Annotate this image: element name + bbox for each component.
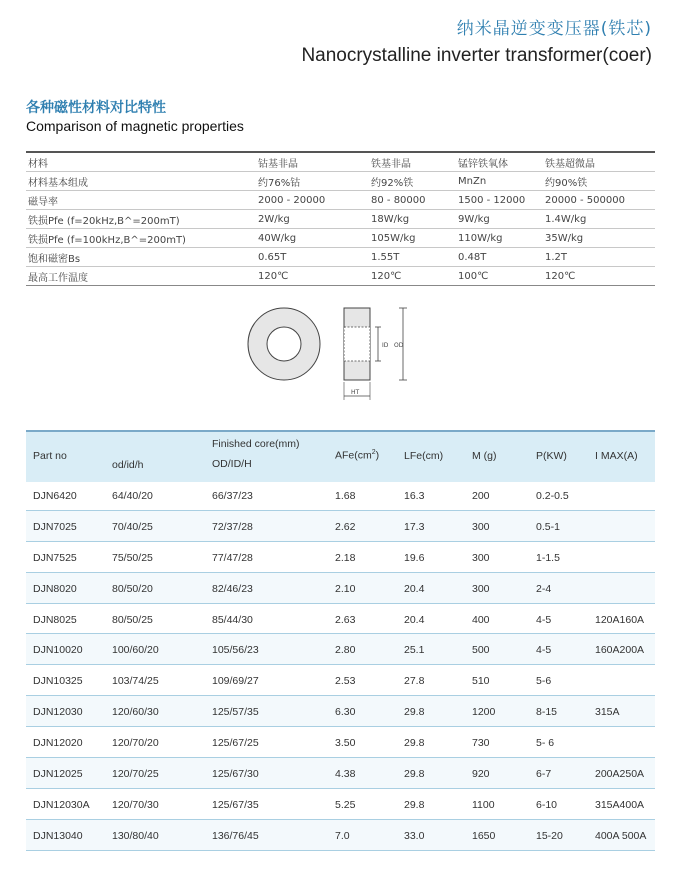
- imax-cell: 120A160A: [595, 613, 645, 626]
- mass-cell: 510: [472, 675, 490, 688]
- part-no-cell: DJN13040: [33, 829, 83, 842]
- table-row: [26, 820, 655, 851]
- properties-row: [26, 248, 655, 267]
- lfe-cell: 20.4: [404, 613, 425, 626]
- property-value-cell: 1.55T: [369, 248, 456, 267]
- power-cell: 0.5-1: [536, 520, 560, 533]
- id-label: ID: [382, 342, 389, 349]
- power-cell: 15-20: [536, 829, 563, 842]
- finished-core-cell: 85/44/30: [212, 613, 253, 626]
- header-finished-core: Finished core(mm): [212, 438, 300, 450]
- lfe-cell: 16.3: [404, 490, 425, 502]
- property-value-cell: 40W/kg: [256, 229, 369, 248]
- od-label: OD: [394, 342, 404, 349]
- finished-core-cell: 77/47/28: [212, 551, 253, 564]
- page-title-en: Nanocrystalline inverter transformer(coer): [301, 45, 652, 66]
- finished-core-cell: 82/46/23: [212, 582, 253, 595]
- afe-cell: 1.68: [335, 490, 356, 502]
- lfe-cell: 33.0: [404, 829, 425, 842]
- power-cell: 0.2-0.5: [536, 490, 569, 502]
- mass-cell: 1200: [472, 706, 496, 719]
- properties-row: [26, 152, 655, 172]
- property-value-cell: 80 - 80000: [369, 191, 456, 210]
- od-id-h-cell: 120/70/20: [112, 737, 159, 750]
- power-cell: 5- 6: [536, 737, 555, 750]
- od-id-h-cell: 80/50/25: [112, 613, 153, 626]
- property-value-cell: 105W/kg: [369, 229, 456, 248]
- part-no-cell: DJN7525: [33, 551, 77, 564]
- header-afe: $AFe(cm^2)$: [335, 449, 380, 462]
- property-value-cell: 铁基超微晶: [543, 152, 655, 172]
- property-value-cell: 120℃: [369, 267, 456, 286]
- property-name-cell: 材料基本组成: [26, 172, 256, 191]
- od-id-h-cell: 64/40/20: [112, 490, 153, 502]
- specs-table-body: [26, 480, 655, 851]
- table-row: [26, 542, 655, 573]
- table-row: [26, 480, 655, 511]
- table-row: [26, 758, 655, 789]
- afe-cell: 4.38: [335, 768, 356, 781]
- afe-cell: 2.62: [335, 520, 356, 533]
- finished-core-cell: 72/37/28: [212, 520, 253, 533]
- imax-cell: 400A 500A: [595, 829, 647, 842]
- table-row: [26, 789, 655, 820]
- property-name-cell: 铁损Pfe (f=20kHz,B^=200mT): [26, 210, 256, 229]
- property-value-cell: 1.2T: [543, 248, 655, 267]
- table-row: [26, 665, 655, 696]
- property-value-cell: 20000 - 500000: [543, 191, 655, 210]
- property-value-cell: 铁基非晶: [369, 152, 456, 172]
- afe-cell: 2.10: [335, 582, 356, 595]
- property-name-cell: 材料: [26, 152, 256, 172]
- core-diagram: [240, 296, 420, 408]
- mass-cell: 400: [472, 613, 490, 626]
- table-row: [26, 573, 655, 604]
- mass-cell: 500: [472, 644, 490, 657]
- afe-cell: 6.30: [335, 706, 356, 719]
- afe-cell: 5.25: [335, 798, 356, 811]
- power-cell: 6-7: [536, 768, 552, 781]
- property-value-cell: 1500 - 12000: [456, 191, 543, 210]
- imax-cell: 315A400A: [595, 798, 645, 811]
- power-cell: 2-4: [536, 582, 552, 595]
- finished-core-cell: 125/67/35: [212, 798, 259, 811]
- lfe-cell: 29.8: [404, 798, 425, 811]
- afe-cell: 2.18: [335, 551, 356, 564]
- property-value-cell: 35W/kg: [543, 229, 655, 248]
- finished-core-cell: 125/57/35: [212, 706, 259, 719]
- afe-cell: 2.63: [335, 613, 356, 626]
- power-cell: 5-6: [536, 675, 552, 688]
- properties-table: [26, 151, 655, 286]
- header-power: P(KW): [536, 450, 567, 462]
- imax-cell: 200A250A: [595, 768, 645, 781]
- part-no-cell: DJN12020: [33, 737, 83, 750]
- afe-cell: 3.50: [335, 737, 356, 750]
- finished-core-cell: 125/67/25: [212, 737, 259, 750]
- table-row: [26, 696, 655, 727]
- properties-row: [26, 267, 655, 286]
- properties-row: [26, 210, 655, 229]
- part-no-cell: DJN10325: [33, 675, 83, 688]
- property-value-cell: 约90%铁: [543, 172, 655, 191]
- afe-cell: 7.0: [335, 829, 350, 842]
- afe-cell: 2.53: [335, 675, 356, 688]
- od-id-h-cell: 103/74/25: [112, 675, 159, 688]
- od-id-h-cell: 75/50/25: [112, 551, 153, 564]
- property-name-cell: 铁损Pfe (f=100kHz,B^=200mT): [26, 229, 256, 248]
- mass-cell: 1650: [472, 829, 496, 842]
- power-cell: 6-10: [536, 798, 558, 811]
- power-cell: 1-1.5: [536, 551, 560, 564]
- properties-row: [26, 172, 655, 191]
- property-value-cell: 1.4W/kg: [543, 210, 655, 229]
- property-value-cell: 0.48T: [456, 248, 543, 267]
- lfe-cell: 20.4: [404, 582, 425, 595]
- od-id-h-cell: 70/40/25: [112, 520, 153, 533]
- property-value-cell: 120℃: [543, 267, 655, 286]
- section-title-cn: 各种磁性材料对比特性: [26, 100, 166, 116]
- finished-core-cell: 66/37/23: [212, 490, 253, 502]
- property-name-cell: 最高工作温度: [26, 267, 256, 286]
- table-row: [26, 511, 655, 542]
- lfe-cell: 29.8: [404, 737, 425, 750]
- header-od-id-h: od/id/h: [112, 459, 144, 471]
- property-value-cell: 110W/kg: [456, 229, 543, 248]
- part-no-cell: DJN8025: [33, 613, 77, 626]
- power-cell: 8-15: [536, 706, 558, 719]
- od-id-h-cell: 80/50/20: [112, 582, 153, 595]
- part-no-cell: DJN7025: [33, 520, 77, 533]
- mass-cell: 920: [472, 768, 490, 781]
- header-lfe: LFe(cm): [404, 450, 444, 462]
- property-value-cell: 锰锌铁氧体: [456, 152, 543, 172]
- od-id-h-cell: 100/60/20: [112, 644, 159, 657]
- lfe-cell: 25.1: [404, 644, 425, 657]
- finished-core-cell: 136/76/45: [212, 829, 259, 842]
- section-title-en: Comparison of magnetic properties: [26, 118, 244, 134]
- imax-cell: 315A: [595, 706, 620, 719]
- header-finished-core-sub: OD/ID/H: [212, 458, 252, 470]
- property-value-cell: 18W/kg: [369, 210, 456, 229]
- lfe-cell: 19.6: [404, 551, 425, 564]
- part-no-cell: DJN12030: [33, 706, 83, 719]
- properties-row: [26, 191, 655, 210]
- properties-row: [26, 229, 655, 248]
- core-side-bore: [344, 327, 370, 361]
- lfe-cell: 17.3: [404, 520, 425, 533]
- afe-cell: 2.80: [335, 644, 356, 657]
- property-value-cell: 约76%钴: [256, 172, 369, 191]
- part-no-cell: DJN10020: [33, 644, 83, 657]
- specs-table-header: [26, 430, 655, 482]
- property-value-cell: 钴基非晶: [256, 152, 369, 172]
- property-value-cell: MnZn: [456, 172, 543, 191]
- property-value-cell: 120℃: [256, 267, 369, 286]
- header-part-no: Part no: [33, 450, 67, 462]
- header-imax: I MAX(A): [595, 450, 638, 462]
- part-no-cell: DJN8020: [33, 582, 77, 595]
- od-id-h-cell: 120/70/25: [112, 768, 159, 781]
- part-no-cell: DJN12030A: [33, 798, 90, 811]
- part-no-cell: DJN6420: [33, 490, 77, 502]
- power-cell: 4-5: [536, 613, 552, 626]
- property-value-cell: 9W/kg: [456, 210, 543, 229]
- finished-core-cell: 125/67/30: [212, 768, 259, 781]
- od-id-h-cell: 120/60/30: [112, 706, 159, 719]
- lfe-cell: 27.8: [404, 675, 425, 688]
- property-value-cell: 100℃: [456, 267, 543, 286]
- property-value-cell: 2000 - 20000: [256, 191, 369, 210]
- mass-cell: 1100: [472, 798, 495, 811]
- property-name-cell: 饱和磁密Bs: [26, 248, 256, 267]
- table-row: [26, 727, 655, 758]
- page-title-cn: 纳米晶逆变变压器(铁芯): [456, 19, 652, 39]
- table-row: [26, 604, 655, 635]
- ht-label: HT: [351, 389, 360, 396]
- header-mass: M (g): [472, 450, 497, 462]
- property-value-cell: 2W/kg: [256, 210, 369, 229]
- mass-cell: 300: [472, 520, 490, 533]
- finished-core-cell: 105/56/23: [212, 644, 259, 657]
- od-id-h-cell: 120/70/30: [112, 798, 159, 811]
- mass-cell: 300: [472, 551, 490, 564]
- lfe-cell: 29.8: [404, 768, 425, 781]
- imax-cell: 160A200A: [595, 644, 645, 657]
- power-cell: 4-5: [536, 644, 552, 657]
- mass-cell: 730: [472, 737, 490, 750]
- property-value-cell: 0.65T: [256, 248, 369, 267]
- property-name-cell: 磁导率: [26, 191, 256, 210]
- table-row: [26, 634, 655, 665]
- part-no-cell: DJN12025: [33, 768, 83, 781]
- core-ring-inner: [267, 327, 301, 361]
- lfe-cell: 29.8: [404, 706, 425, 719]
- mass-cell: 300: [472, 582, 490, 595]
- property-value-cell: 约92%铁: [369, 172, 456, 191]
- od-id-h-cell: 130/80/40: [112, 829, 159, 842]
- finished-core-cell: 109/69/27: [212, 675, 259, 688]
- mass-cell: 200: [472, 490, 490, 502]
